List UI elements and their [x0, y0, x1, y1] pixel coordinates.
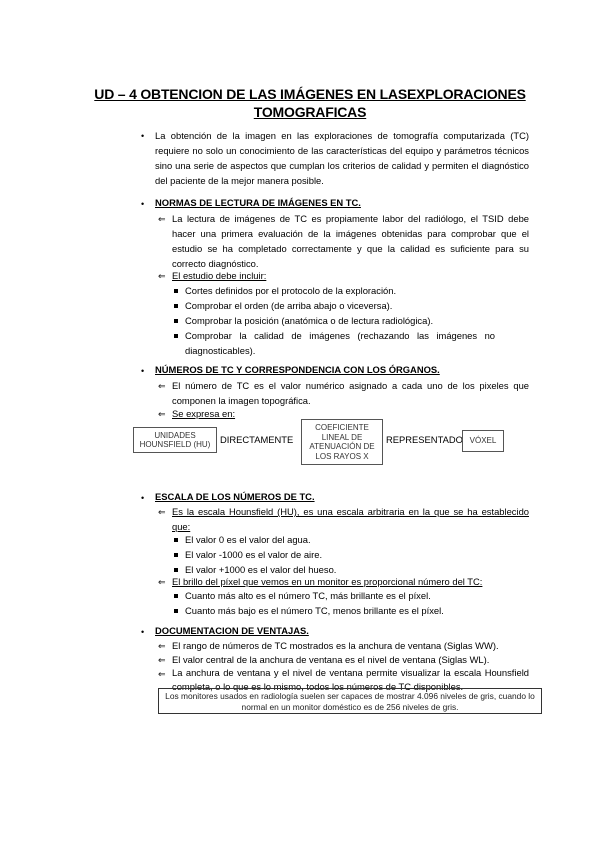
section-heading-escala: ESCALA DE LOS NÚMEROS DE TC. — [155, 491, 315, 502]
bullet-icon: • — [141, 366, 145, 376]
square-bullet-icon — [174, 304, 178, 308]
square-bullet-icon — [174, 289, 178, 293]
wl-paragraph: El valor central de la anchura de ventana es el nivel de ventana (Siglas WL). — [172, 654, 490, 665]
section-heading-normas: NORMAS DE LECTURA DE IMÁGENES EN TC. — [155, 197, 361, 208]
page-title-continued: TOMOGRAFICAS — [253, 104, 367, 120]
list-item: El valor +1000 es el valor del hueso. — [185, 564, 337, 575]
square-bullet-icon — [174, 568, 178, 572]
square-bullet-icon — [174, 538, 178, 542]
coeficiente-box: COEFICIENTE LINEAL DE ATENUACIÓN DE LOS RAYOS X — [301, 419, 383, 465]
section-heading-numeros: NÚMEROS DE TC Y CORRESPONDENCIA CON LOS ÓRGANOS. — [155, 364, 440, 375]
page-title: UD – 4 OBTENCION DE LAS IMÁGENES EN LASEXPLORACIONES — [94, 86, 526, 102]
brillo-paragraph: El brillo del píxel que vemos en un monitor es proporcional número del TC: — [172, 576, 483, 587]
representado-label: REPRESENTADO — [386, 434, 463, 445]
ww-paragraph: El rango de números de TC mostrados es la anchura de ventana (Siglas WW). — [172, 640, 499, 651]
intro-paragraph: La obtención de la imagen en las exploraciones de tomografía computarizada (TC) requiere no solo un conocimiento de las características del equipo y parámetros técnicos sino una serie de aspectos que cumplan los criterios de calidad y permiten el diagnóstico del paciente de la mejor manera posible. — [155, 130, 529, 186]
voxel-box: VÓXEL — [462, 430, 504, 452]
numeros-paragraph: El número de TC es el valor numérico asignado a cada uno de los pixeles que componen la imagen topográfica. — [172, 380, 529, 406]
square-bullet-icon — [174, 609, 178, 613]
arrow-bullet-icon: ⇐ — [158, 381, 166, 391]
arrow-bullet-icon: ⇐ — [158, 577, 166, 587]
bullet-icon: • — [141, 131, 145, 141]
escala-completa-paragraph: La anchura de ventana y el nivel de ventana permite visualizar la escala Hounsfield completa, o lo que es lo mismo, todos los números de TC disponibles. — [172, 667, 529, 692]
section-heading-documentacion: DOCUMENTACION DE VENTAJAS. — [155, 625, 309, 636]
arrow-bullet-icon: ⇐ — [158, 271, 166, 281]
bullet-icon: • — [141, 627, 145, 637]
list-item: El valor 0 es el valor del agua. — [185, 534, 311, 545]
arrow-bullet-icon: ⇐ — [158, 507, 166, 517]
arrow-bullet-icon: ⇐ — [158, 655, 166, 665]
monitor-note-box: Los monitores usados en radiología suelen ser capaces de mostrar 4.096 niveles de gris, cuando lo normal en un monitor doméstico es de 256 niveles de gris. — [158, 688, 542, 714]
list-item: Cortes definidos por el protocolo de la exploración. — [185, 285, 397, 296]
list-item: Cuanto más bajo es el número TC, menos brillante es el píxel. — [185, 605, 444, 616]
list-item: El valor -1000 es el valor de aire. — [185, 549, 323, 560]
list-item: Comprobar el orden (de arriba abajo o viceversa). — [185, 300, 393, 311]
square-bullet-icon — [174, 594, 178, 598]
arrow-bullet-icon: ⇐ — [158, 409, 166, 419]
list-item: Comprobar la calidad de imágenes (rechazando las imágenes no diagnosticables). — [185, 330, 495, 356]
list-item: Cuanto más alto es el número TC, más brillante es el píxel. — [185, 590, 431, 601]
bullet-icon: • — [141, 199, 145, 209]
arrow-bullet-icon: ⇐ — [158, 669, 166, 679]
square-bullet-icon — [174, 553, 178, 557]
directamente-label: DIRECTAMENTE — [220, 434, 294, 445]
bullet-icon: • — [141, 493, 145, 503]
normas-paragraph: La lectura de imágenes de TC es propiamente labor del radiólogo, el TSID debe hacer una primera evaluación de la imágenes obtenidas para comprobar que el estudio se ha completado correctamente y que la calidad es suficiente para su correcto diagnóstico. — [172, 213, 529, 269]
estudio-label: El estudio debe incluir: — [172, 270, 267, 281]
hounsfield-units-box: UNIDADES HOUNSFIELD (HU) — [133, 427, 217, 453]
square-bullet-icon — [174, 319, 178, 323]
square-bullet-icon — [174, 334, 178, 338]
escala-paragraph: Es la escala Hounsfield (HU), es una escala arbitraria en la que se ha establecido que: — [172, 506, 529, 532]
arrow-bullet-icon: ⇐ — [158, 641, 166, 651]
list-item: Comprobar la posición (anatómica o de lectura radiológica). — [185, 315, 434, 326]
arrow-bullet-icon: ⇐ — [158, 214, 166, 224]
expresa-label: Se expresa en: — [172, 408, 236, 419]
